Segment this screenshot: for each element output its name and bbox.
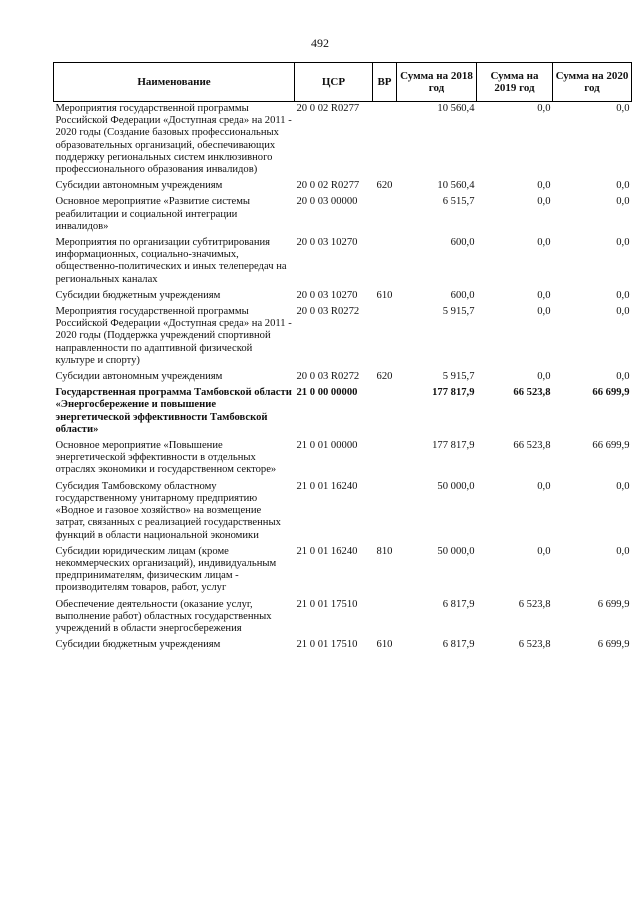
row-sum-2018: 600,0 bbox=[450, 289, 475, 301]
row-sum-2020: 0,0 bbox=[616, 237, 630, 249]
row-csr: 20 0 02 R0277 bbox=[296, 103, 360, 114]
header-sum-2020: Сумма на 2020 год bbox=[553, 63, 632, 102]
row-vr bbox=[373, 195, 397, 236]
row-sum-2020: 0,0 bbox=[616, 545, 630, 557]
row-sum-2020: 6 699,9 bbox=[597, 639, 630, 651]
row-name: Мероприятия государственной программы Российской Федерации «Доступная среда» на 2011 - 2020 годы (Поддержка учреждений спортивной направленности по адаптивной физической культуре и спорту) bbox=[55, 306, 292, 366]
row-sum-2019: 0,0 bbox=[537, 306, 551, 318]
table-row bbox=[54, 102, 632, 180]
row-name: Субсидии автономным учреждениям bbox=[55, 371, 223, 383]
row-sum-2018: 6 817,9 bbox=[442, 639, 475, 651]
row-sum-2020: 0,0 bbox=[616, 289, 630, 301]
row-name: Обеспечение деятельности (оказание услуг, выполнение работ) областных государственных учреждений в области энергосбережения bbox=[55, 598, 272, 634]
table-body bbox=[54, 102, 632, 655]
row-name: Государственная программа Тамбовской области «Энергосбережение и повышение энергетической эффективности Тамбовской области» bbox=[55, 387, 292, 435]
row-sum-2019: 66 523,8 bbox=[513, 387, 551, 399]
table-row bbox=[54, 480, 632, 545]
row-sum-2019: 0,0 bbox=[537, 180, 551, 192]
row-name: Субсидии бюджетным учреждениям bbox=[55, 639, 221, 651]
row-csr: 21 0 01 17510 bbox=[296, 639, 358, 651]
row-vr: 810 bbox=[376, 545, 393, 557]
row-sum-2018: 177 817,9 bbox=[432, 440, 475, 452]
header-csr: ЦСР bbox=[295, 63, 373, 102]
row-vr: 610 bbox=[376, 639, 393, 651]
row-sum-2018: 600,0 bbox=[450, 237, 475, 249]
table-row bbox=[54, 439, 632, 480]
row-sum-2018: 10 560,4 bbox=[437, 103, 475, 114]
row-vr: 610 bbox=[376, 289, 393, 301]
row-sum-2018: 5 915,7 bbox=[442, 371, 475, 383]
header-name: Наименование bbox=[54, 63, 295, 102]
row-csr: 21 0 01 16240 bbox=[296, 480, 358, 492]
row-csr: 21 0 01 17510 bbox=[296, 598, 358, 610]
row-vr bbox=[373, 480, 397, 545]
table-row bbox=[54, 386, 632, 439]
row-sum-2019: 0,0 bbox=[537, 371, 551, 383]
row-vr bbox=[373, 598, 397, 639]
row-sum-2018: 50 000,0 bbox=[437, 545, 475, 557]
row-csr: 20 0 03 00000 bbox=[296, 196, 358, 208]
row-vr: 620 bbox=[376, 180, 393, 192]
header-sum-2019: Сумма на 2019 год bbox=[477, 63, 553, 102]
row-sum-2020: 6 699,9 bbox=[597, 598, 630, 610]
row-name: Основное мероприятие «Повышение энергетической эффективности в отдельных отраслях экономики и государственном секторе» bbox=[55, 440, 277, 476]
row-vr bbox=[373, 102, 397, 180]
row-name: Субсидия Тамбовскому областному государственному унитарному предприятию «Водное и газовое хозяйство» на возмещение затрат, связанных с реализацией государственных функций в области национальной экономики bbox=[55, 480, 281, 541]
header-vr: ВР bbox=[373, 63, 397, 102]
table-row bbox=[54, 598, 632, 639]
row-sum-2019: 0,0 bbox=[537, 289, 551, 301]
row-sum-2018: 5 915,7 bbox=[442, 306, 475, 318]
row-sum-2019: 0,0 bbox=[537, 545, 551, 557]
row-sum-2020: 66 699,9 bbox=[592, 440, 630, 452]
row-name: Субсидии автономным учреждениям bbox=[55, 180, 223, 192]
row-sum-2020: 0,0 bbox=[616, 371, 630, 383]
row-name: Основное мероприятие «Развитие системы реабилитации и социальной интеграции инвалидов» bbox=[55, 196, 251, 232]
row-csr: 21 0 01 00000 bbox=[296, 440, 358, 452]
row-name: Субсидии юридическим лицам (кроме некоммерческих организаций), индивидуальным предпринимателям, физическим лицам - производителям товаров, работ, услуг bbox=[55, 545, 277, 594]
row-csr: 20 0 03 R0272 bbox=[296, 306, 360, 318]
budget-table bbox=[53, 62, 632, 654]
row-sum-2019: 0,0 bbox=[537, 196, 551, 208]
row-vr bbox=[373, 386, 397, 439]
row-sum-2018: 10 560,4 bbox=[437, 180, 475, 192]
row-sum-2019: 0,0 bbox=[537, 237, 551, 249]
row-sum-2020: 0,0 bbox=[616, 306, 630, 318]
row-vr bbox=[373, 305, 397, 370]
row-name: Мероприятия государственной программы Российской Федерации «Доступная среда» на 2011 - 2020 годы (Создание базовых профессиональных образовательных организаций, обеспечивающих поддержку региональных систем инклюзивного профессионального образования инвалидов) bbox=[55, 103, 292, 176]
row-sum-2020: 0,0 bbox=[616, 180, 630, 192]
row-csr: 21 0 00 00000 bbox=[296, 387, 358, 399]
table-row bbox=[54, 236, 632, 289]
row-sum-2019: 0,0 bbox=[537, 103, 551, 114]
row-sum-2019: 6 523,8 bbox=[518, 598, 551, 610]
header-sum-2018: Сумма на 2018 год bbox=[397, 63, 477, 102]
row-sum-2020: 66 699,9 bbox=[592, 387, 630, 399]
table-row bbox=[54, 305, 632, 370]
row-csr: 20 0 02 R0277 bbox=[296, 180, 360, 192]
row-sum-2018: 50 000,0 bbox=[437, 480, 475, 492]
row-vr bbox=[373, 236, 397, 289]
row-name: Мероприятия по организации субтитрирования информационных, социально-значимых, общественно-политических и иных телепередач на региональных каналах bbox=[55, 237, 287, 285]
row-sum-2020: 0,0 bbox=[616, 480, 630, 492]
table-row bbox=[54, 289, 632, 305]
row-csr: 20 0 03 10270 bbox=[296, 289, 358, 301]
row-sum-2019: 0,0 bbox=[537, 480, 551, 492]
row-sum-2018: 177 817,9 bbox=[432, 387, 475, 399]
row-sum-2019: 66 523,8 bbox=[513, 440, 551, 452]
page-number: 492 bbox=[311, 36, 329, 50]
row-sum-2018: 6 515,7 bbox=[442, 196, 475, 208]
row-name: Субсидии бюджетным учреждениям bbox=[55, 289, 221, 301]
row-vr: 620 bbox=[376, 371, 393, 383]
table-row bbox=[54, 179, 632, 195]
row-sum-2020: 0,0 bbox=[616, 196, 630, 208]
table-row bbox=[54, 545, 632, 598]
row-csr: 20 0 03 R0272 bbox=[296, 371, 360, 383]
row-csr: 20 0 03 10270 bbox=[296, 237, 358, 249]
row-vr bbox=[373, 439, 397, 480]
row-sum-2019: 6 523,8 bbox=[518, 639, 551, 651]
table-row bbox=[54, 195, 632, 236]
table-row bbox=[54, 370, 632, 386]
table-header-row bbox=[54, 63, 632, 102]
row-sum-2018: 6 817,9 bbox=[442, 598, 475, 610]
table-row bbox=[54, 638, 632, 654]
row-csr: 21 0 01 16240 bbox=[296, 545, 358, 557]
row-sum-2020: 0,0 bbox=[616, 103, 630, 114]
